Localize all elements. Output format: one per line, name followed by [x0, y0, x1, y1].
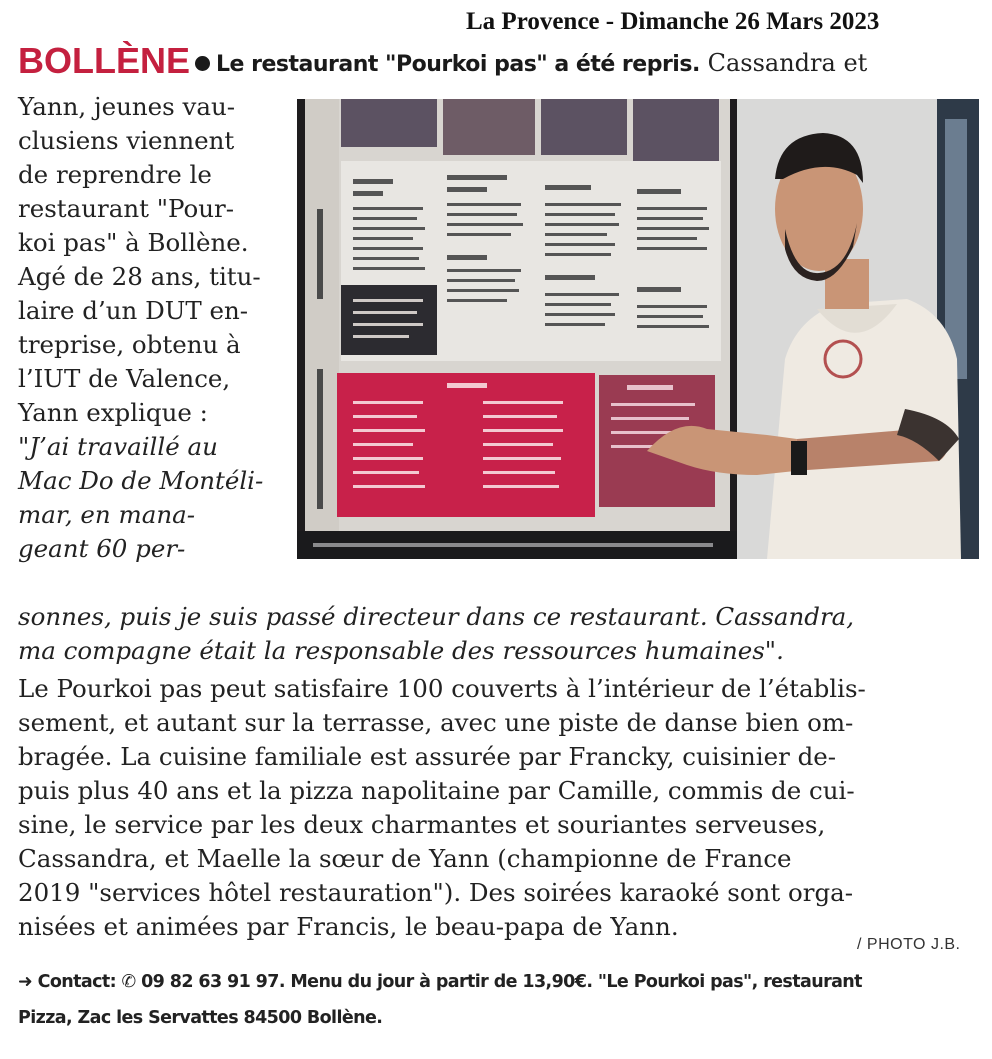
headline-title: Le restaurant "Pourkoi pas" a été repris.	[216, 52, 700, 77]
headline-lead: Cassandra et	[707, 49, 868, 77]
contact-label: Contact:	[37, 972, 117, 992]
contact-details: 09 82 63 91 97. Menu du jour à partir de 13,90€. "Le Pourkoi pas", restaurant	[141, 972, 862, 992]
quote-line: geant 60 per-	[18, 534, 186, 563]
quote-line: "J’ai travaillé au	[18, 432, 218, 461]
body-line: puis plus 40 ans et la pizza napolitaine par Camille, commis de cui-	[18, 776, 855, 805]
column-line: Yann, jeunes vau-	[18, 92, 236, 121]
column-line: koi pas" à Bollène.	[18, 228, 249, 257]
body-line: Cassandra, et Maelle la sœur de Yann (championne de France	[18, 844, 792, 873]
body-line: nisées et animées par Francis, le beau-papa de Yann.	[18, 912, 679, 941]
arrow-icon: ➜	[18, 972, 33, 992]
body-line: 2019 "services hôtel restauration"). Des soirées karaoké sont orga-	[18, 878, 854, 907]
column-line: Agé de 28 ans, titu-	[18, 262, 261, 291]
contact-line	[18, 966, 862, 998]
article-headline	[18, 40, 868, 81]
newspaper-masthead: La Provence - Dimanche 26 Mars 2023	[466, 8, 880, 35]
column-line: de reprendre le	[18, 160, 212, 189]
photo-credit: / PHOTO J.B.	[857, 936, 961, 953]
photo-illustration	[297, 99, 979, 559]
quote-line: sonnes, puis je suis passé directeur dans ce restaurant. Cassandra,	[18, 602, 855, 631]
contact-address: Pizza, Zac les Servattes 84500 Bollène.	[18, 1008, 383, 1028]
phone-icon: ✆	[121, 972, 136, 992]
column-line: clusiens viennent	[18, 126, 235, 155]
body-line: sement, et autant sur la terrasse, avec une piste de danse bien om-	[18, 708, 854, 737]
quote-line: Mac Do de Montéli-	[18, 466, 264, 495]
column-line: treprise, obtenu à	[18, 330, 241, 359]
column-line: Yann explique :	[18, 398, 208, 427]
body-line: sine, le service par les deux charmantes et souriantes serveuses,	[18, 810, 826, 839]
quote-line: mar, en mana-	[18, 500, 196, 529]
body-line: bragée. La cuisine familiale est assurée par Francky, cuisinier de-	[18, 742, 837, 771]
headline-kicker: BOLLÈNE	[18, 40, 191, 81]
quote-line: ma compagne était la responsable des ressources humaines".	[18, 636, 784, 665]
column-line: l’IUT de Valence,	[18, 364, 231, 393]
column-line: restaurant "Pour-	[18, 194, 235, 223]
bullet-icon	[195, 56, 210, 71]
body-line: Le Pourkoi pas peut satisfaire 100 couverts à l’intérieur de l’établis-	[18, 674, 866, 703]
restaurant-photo	[297, 99, 979, 559]
column-line: laire d’un DUT en-	[18, 296, 249, 325]
